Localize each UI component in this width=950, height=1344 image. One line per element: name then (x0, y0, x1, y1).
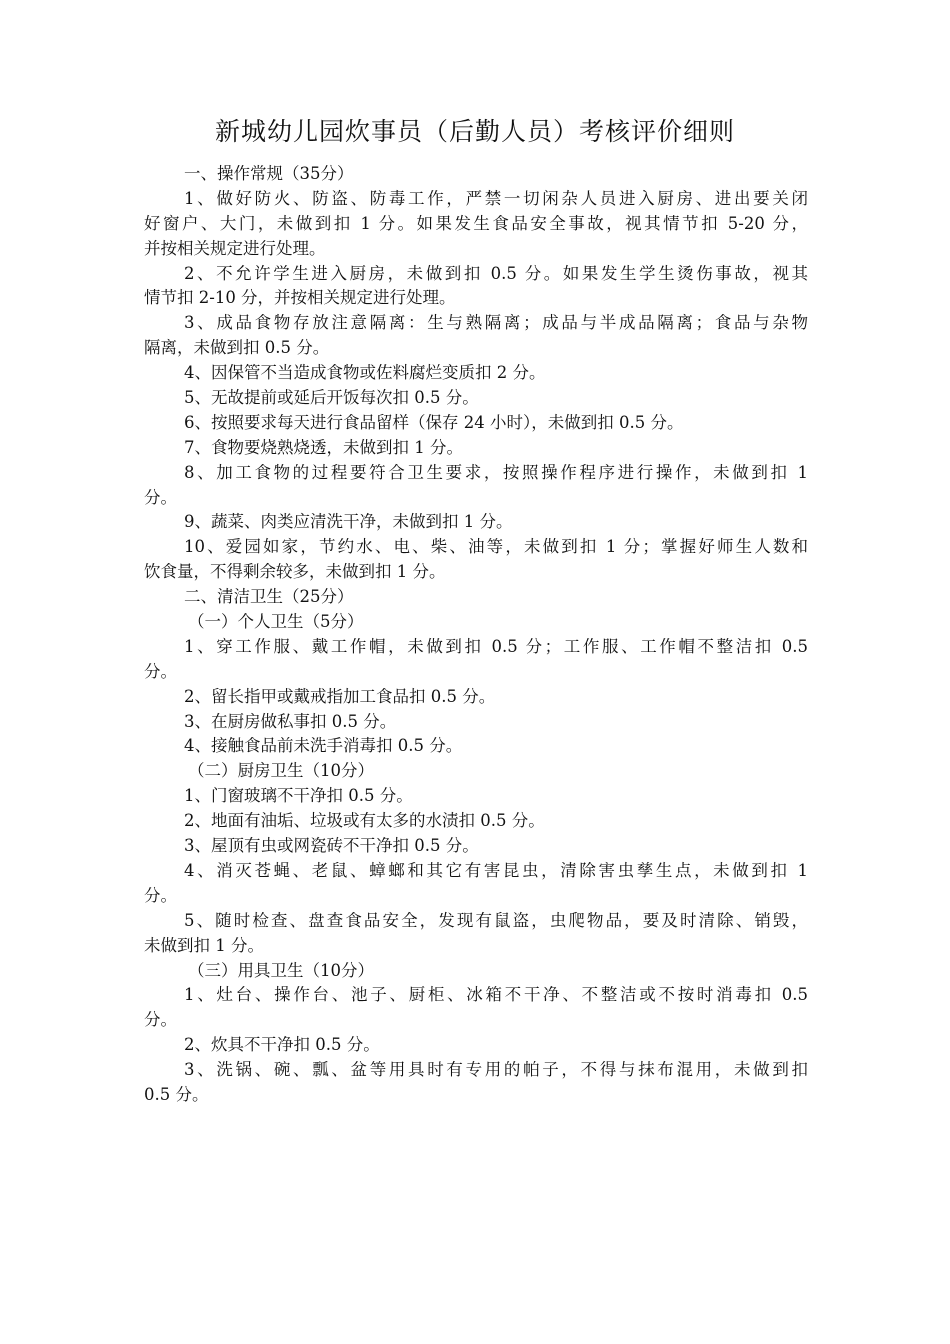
paragraph-line: 10、爱园如家，节约水、电、柴、油等，未做到扣 1 分；掌握好师生人数和 (184, 537, 808, 557)
paragraph-line: 3、成品食物存放注意隔离：生与熟隔离；成品与半成品隔离；食品与杂物 (184, 313, 808, 333)
paragraph-line: 4、消灭苍蝇、老鼠、蟑螂和其它有害昆虫，清除害虫孳生点，未做到扣 1 (184, 860, 808, 880)
paragraph-line: 1、门窗玻璃不干净扣 0.5 分。 (184, 786, 413, 806)
paragraph-line: 饮食量，不得剩余较多，未做到扣 1 分。 (144, 562, 446, 582)
paragraph-line: 2、不允许学生进入厨房，未做到扣 0.5 分。如果发生学生烫伤事故，视其 (184, 263, 808, 283)
paragraph-line: 4、接触食品前未洗手消毒扣 0.5 分。 (184, 736, 463, 756)
section-heading: 二、清洁卫生（25分） (184, 587, 354, 607)
paragraph-line: 1、穿工作服、戴工作帽，未做到扣 0.5 分；工作服、工作帽不整洁扣 0.5 (184, 636, 808, 656)
paragraph-line: 3、屋顶有虫或网瓷砖不干净扣 0.5 分。 (184, 836, 479, 856)
paragraph-line: 未做到扣 1 分。 (144, 935, 264, 955)
document-title: 新城幼儿园炊事员（后勤人员）考核评价细则 (214, 117, 735, 146)
paragraph-line: 4、因保管不当造成食物或佐料腐烂变质扣 2 分。 (184, 363, 546, 383)
paragraph-line: 5、无故提前或延后开饭每次扣 0.5 分。 (184, 388, 479, 408)
paragraph-line: 6、按照要求每天进行食品留样（保存 24 小时），未做到扣 0.5 分。 (184, 412, 684, 432)
paragraph-line: 5、随时检查、盘查食品安全，发现有鼠盗，虫爬物品，要及时清除、销毁， (184, 910, 808, 930)
paragraph-line: 隔离，未做到扣 0.5 分。 (144, 338, 330, 358)
document-body (144, 162, 808, 1108)
paragraph-line: 分。 (144, 661, 177, 681)
paragraph-line: 9、蔬菜、肉类应清洗干净，未做到扣 1 分。 (184, 512, 513, 532)
paragraph-line: 2、炊具不干净扣 0.5 分。 (184, 1035, 380, 1055)
paragraph-line: 7、食物要烧熟烧透，未做到扣 1 分。 (184, 437, 463, 457)
subsection-heading: （三）用具卫生（10分） (188, 960, 374, 980)
section-heading: 一、操作常规（35分） (184, 164, 354, 183)
paragraph-line: 情节扣 2-10 分，并按相关规定进行处理。 (144, 288, 456, 308)
paragraph-line: 1、灶台、操作台、池子、厨柜、冰箱不干净、不整洁或不按时消毒扣 0.5 (184, 985, 808, 1005)
paragraph-line: 分。 (144, 487, 177, 507)
subsection-heading: （一）个人卫生（5分） (188, 612, 364, 632)
paragraph-line: 分。 (144, 1010, 177, 1030)
paragraph-line: 分。 (144, 885, 177, 905)
paragraph-line: 2、地面有油垢、垃圾或有太多的水渍扣 0.5 分。 (184, 811, 545, 831)
paragraph-line: 3、洗锅、碗、瓢、盆等用具时有专用的帕子，不得与抹布混用，未做到扣 (184, 1060, 808, 1080)
paragraph-line: 2、留长指甲或戴戒指加工食品扣 0.5 分。 (184, 686, 496, 706)
paragraph-line: 8、加工食物的过程要符合卫生要求，按照操作程序进行操作，未做到扣 1 (184, 462, 808, 482)
paragraph-line: 好窗户、大门，未做到扣 1 分。如果发生食品安全事故，视其情节扣 5-20 分， (144, 213, 808, 233)
paragraph-line: 0.5 分。 (144, 1084, 209, 1104)
subsection-heading: （二）厨房卫生（10分） (188, 761, 374, 781)
paragraph-line: 1、做好防火、防盗、防毒工作，严禁一切闲杂人员进入厨房、进出要关闭 (184, 188, 808, 208)
paragraph-line: 3、在厨房做私事扣 0.5 分。 (184, 711, 397, 731)
paragraph-line: 并按相关规定进行处理。 (144, 238, 326, 258)
